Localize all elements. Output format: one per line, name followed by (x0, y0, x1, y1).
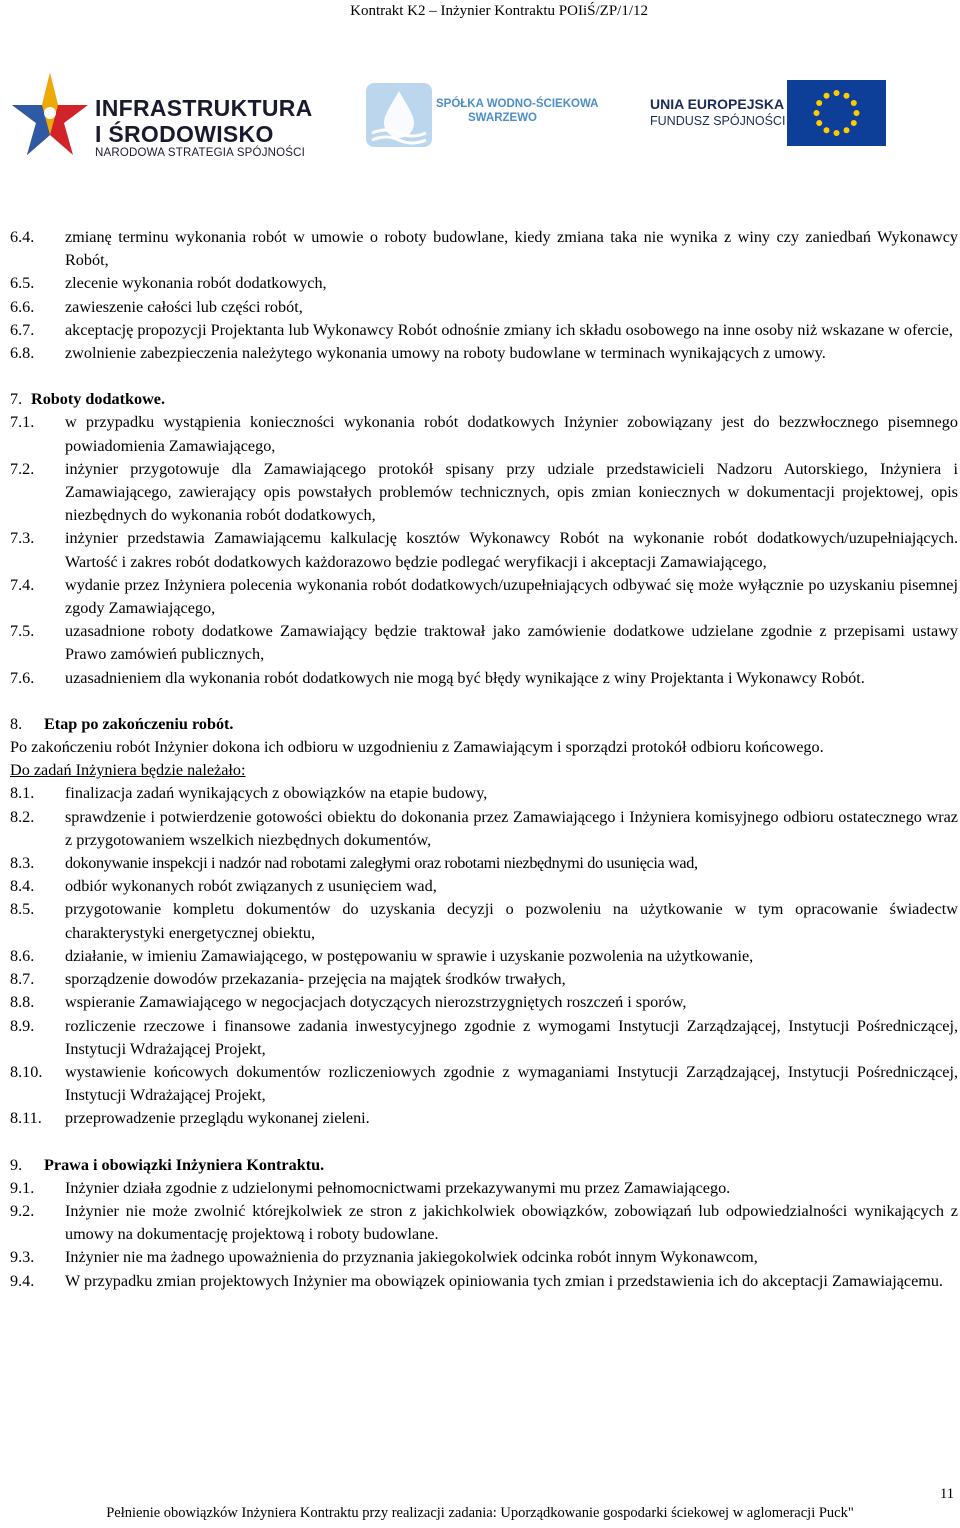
item-text: rozliczenie rzeczowe i finansowe zadania inwestycyjnego zgodnie z wymogami Instytucji Zarządzającej, Instytucji Pośredniczącej, Instytucji Wdrażającej Projekt, (65, 1016, 958, 1058)
section-title: Etap po zakończeniu robót. (44, 714, 234, 733)
item-text: zmianę terminu wykonania robót w umowie o roboty budowlane, kiedy zmiana taka nie wynika z winy czy zaniedbań Wykonawcy Robót, (65, 228, 958, 270)
list-item (10, 806, 958, 852)
item-number: 9.4. (10, 1271, 35, 1290)
section-title: Prawa i obowiązki Inżyniera Kontraktu. (44, 1155, 325, 1174)
item-number: 8.1. (10, 784, 35, 803)
page-footer: Pełnienie obowiązków Inżyniera Kontraktu przy realizacji zadania: Uporządkowanie gospodarki ściekowej w aglomeracji Puck" (106, 1505, 854, 1521)
item-text: Inżynier działa zgodnie z udzielonymi pełnomocnictwami przekazywanymi mu przez Zamawiającego. (65, 1178, 731, 1197)
item-text: Inżynier nie ma żadnego upoważnienia do przyznania jakiegokolwiek odcinka robót innym Wykonawcom, (65, 1248, 758, 1267)
item-number: 8.5. (10, 900, 35, 919)
item-text: akceptację propozycji Projektanta lub Wykonawcy Robót odnośnie zmiany ich składu osobowego na inne osoby niż wskazane w ofercie, (65, 320, 953, 339)
item-number: 8.4. (10, 877, 35, 896)
item-text: działanie, w imieniu Zamawiającego, w postępowaniu w sprawie i uzyskanie pozwolenia na użytkowanie, (65, 946, 754, 965)
section-9-heading (10, 1154, 958, 1177)
infra-line1: INFRASTRUKTURA (95, 95, 313, 121)
item-text: zwolnienie zabezpieczenia należytego wykonania umowy na roboty budowlane w terminach wynikających z umowy. (65, 344, 826, 363)
item-text: inżynier przedstawia Zamawiającemu kalkulację kosztów Wykonawcy Robót na wykonanie robót dodatkowych/uzupełniających. Wartość i zakres robót dodatkowych każdorazowo będzie podlegać weryfikacji i akceptacji Zamawiającego, (65, 529, 958, 571)
item-number: 7.5. (10, 622, 35, 641)
spolka-line2: SWARZEWO (468, 112, 537, 124)
item-text: sporządzenie dowodów przekazania- przejęcia na majątek środków trwałych, (65, 970, 566, 989)
list-item (10, 272, 958, 295)
list-item (10, 411, 958, 457)
item-number: 6.7. (10, 320, 35, 339)
eu-flag-icon (787, 80, 886, 146)
list-item (10, 875, 958, 898)
item-text: sprawdzenie i potwierdzenie gotowości obiektu do dokonania przez Zamawiającego i Inżyniera komisyjnego odbioru ostatecznego wraz z przygotowaniem wszelkich niezbędnych dokumentów, (65, 807, 958, 849)
list-item (10, 620, 958, 666)
item-number: 6.5. (10, 274, 35, 293)
item-number: 6.8. (10, 344, 35, 363)
item-text: inżynier przygotowuje dla Zamawiającego protokół spisany przy udziale przedstawicieli Nadzoru Autorskiego, Inżyniera i Zamawiającego, zawierający opis powstałych problemów technicznych, opis zmian koniecznych w dokumentacji projektowej, opis niezbędnych do wykonania robót dodatkowych, (65, 459, 958, 525)
item-text: w przypadku wystąpienia konieczności wykonania robót dodatkowych Inżynier zobowiązany jest do bezzwłocznego pisemnego powiadomienia Zamawiającego, (65, 413, 958, 455)
section-number: 8. (10, 714, 23, 733)
list-item (10, 458, 958, 528)
item-number: 7.3. (10, 529, 35, 548)
list-item (10, 898, 958, 944)
list-item (10, 1270, 958, 1293)
item-number: 8.11. (10, 1109, 42, 1128)
page-header: Kontrakt K2 – Inżynier Kontraktu POIiŚ/ZP/1/12 (350, 3, 648, 19)
item-number: 6.6. (10, 297, 35, 316)
item-number: 9.3. (10, 1248, 35, 1267)
item-number: 7.6. (10, 668, 35, 687)
section-9-list (10, 1177, 958, 1293)
document-body (10, 226, 958, 1293)
section-7-list (10, 411, 958, 689)
list-item (10, 1015, 958, 1061)
item-number: 8.8. (10, 993, 35, 1012)
star-emblem-icon (10, 63, 90, 175)
eu-logo (650, 80, 890, 150)
item-text: wydanie przez Inżyniera polecenia wykonania robót dodatkowych/uzupełniających odbywać się może wyłącznie po uzyskaniu pisemnej zgody Zamawiającego, (65, 575, 958, 618)
item-number: 8.7. (10, 970, 35, 989)
list-item (10, 296, 958, 319)
list-item (10, 574, 958, 620)
list-item (10, 991, 958, 1014)
item-number: 7.4. (10, 575, 35, 594)
item-number: 9.1. (10, 1178, 35, 1197)
item-number: 8.2. (10, 807, 35, 826)
item-text: dokonywanie inspekcji i nadzór nad robotami zaległymi oraz robotami niezbędnymi do usunięcia wad, (65, 854, 698, 873)
item-number: 8.6. (10, 946, 35, 965)
item-number: 8.3. (10, 854, 35, 873)
list-item (10, 342, 958, 365)
water-drop-icon (366, 83, 432, 147)
list-item (10, 1177, 958, 1200)
item-text: Inżynier nie może zwolnić którejkolwiek ze stron z jakichkolwiek obowiązków, zobowiązań lub odpowiedzialności wynikających z umowy na dokumentację projektową i roboty budowlane. (65, 1201, 958, 1244)
item-text: przygotowanie kompletu dokumentów do uzyskania decyzji o pozwoleniu na użytkowanie w tym opracowanie świadectw charakterystyki energetycznej obiektu, (65, 900, 958, 942)
list-item (10, 945, 958, 968)
infra-line3: NARODOWA STRATEGIA SPÓJNOŚCI (95, 147, 306, 159)
item-text: finalizacja zadań wynikających z obowiązków na etapie budowy, (65, 784, 488, 803)
section-8-subtitle: Do zadań Inżyniera będzie należało: (10, 761, 246, 780)
item-text: uzasadnione roboty dodatkowe Zamawiający będzie traktował jako zamówienie dodatkowe udzielane zgodnie z przepisami ustawy Prawo zamówień publicznych, (65, 622, 958, 664)
item-number: 7.1. (10, 413, 35, 432)
item-number: 8.10. (10, 1062, 43, 1081)
section-7-heading (10, 388, 958, 411)
item-number: 8.9. (10, 1016, 35, 1035)
ue-line1: UNIA EUROPEJSKA (650, 96, 785, 112)
list-item (10, 667, 958, 690)
section-8-intro: Po zakończeniu robót Inżynier dokona ich odbioru w uzgodnieniu z Zamawiającym i sporządzi protokół odbioru końcowego. (10, 738, 824, 757)
section-8-list (10, 782, 958, 1130)
item-text: W przypadku zmian projektowych Inżynier ma obowiązek opiniowania tych zmian i przedstawienia ich do akceptacji Zamawiającemu. (65, 1271, 943, 1290)
list-item (10, 1061, 958, 1107)
spolka-line1: SPÓŁKA WODNO-ŚCIEKOWA (436, 98, 599, 110)
spolka-logo (366, 83, 626, 153)
item-number: 6.4. (10, 228, 35, 246)
page-number: 11 (940, 1486, 954, 1502)
list-item (10, 968, 958, 991)
item-number: 7.2. (10, 459, 35, 478)
item-number: 9.2. (10, 1201, 35, 1220)
section-8-heading (10, 713, 958, 736)
logo-bar (0, 55, 960, 185)
list-item (10, 527, 958, 573)
section-number: 9. (10, 1155, 23, 1174)
section-number: 7. (10, 390, 23, 409)
list-item (10, 1107, 958, 1130)
list-item (10, 319, 958, 342)
section-6-list (10, 226, 958, 365)
list-item (10, 226, 958, 272)
list-item (10, 1200, 958, 1246)
item-text: wystawienie końcowych dokumentów rozliczeniowych zgodnie z wymaganiami Instytucji Zarządzającej, Instytucji Pośredniczącej, Instytucji Wdrażającej Projekt, (65, 1062, 958, 1105)
list-item (10, 852, 958, 875)
item-text: przeprowadzenie przeglądu wykonanej zieleni. (65, 1109, 370, 1128)
section-title: Roboty dodatkowe. (31, 390, 166, 409)
infrastruktura-logo (10, 63, 330, 175)
list-item (10, 782, 958, 805)
item-text: uzasadnieniem dla wykonania robót dodatkowych nie mogą być błędy wynikające z winy Projektanta i Wykonawcy Robót. (65, 668, 865, 687)
item-text: wspieranie Zamawiającego w negocjacjach dotyczących nierozstrzygniętych roszczeń i sporów, (65, 993, 687, 1012)
ue-line2: FUNDUSZ SPÓJNOŚCI (650, 114, 786, 128)
item-text: odbiór wykonanych robót związanych z usunięciem wad, (65, 877, 437, 896)
item-text: zlecenie wykonania robót dodatkowych, (65, 274, 327, 293)
list-item (10, 1246, 958, 1269)
infra-line2: I ŚRODOWISKO (95, 121, 274, 147)
item-text: zawieszenie całości lub części robót, (65, 297, 303, 316)
